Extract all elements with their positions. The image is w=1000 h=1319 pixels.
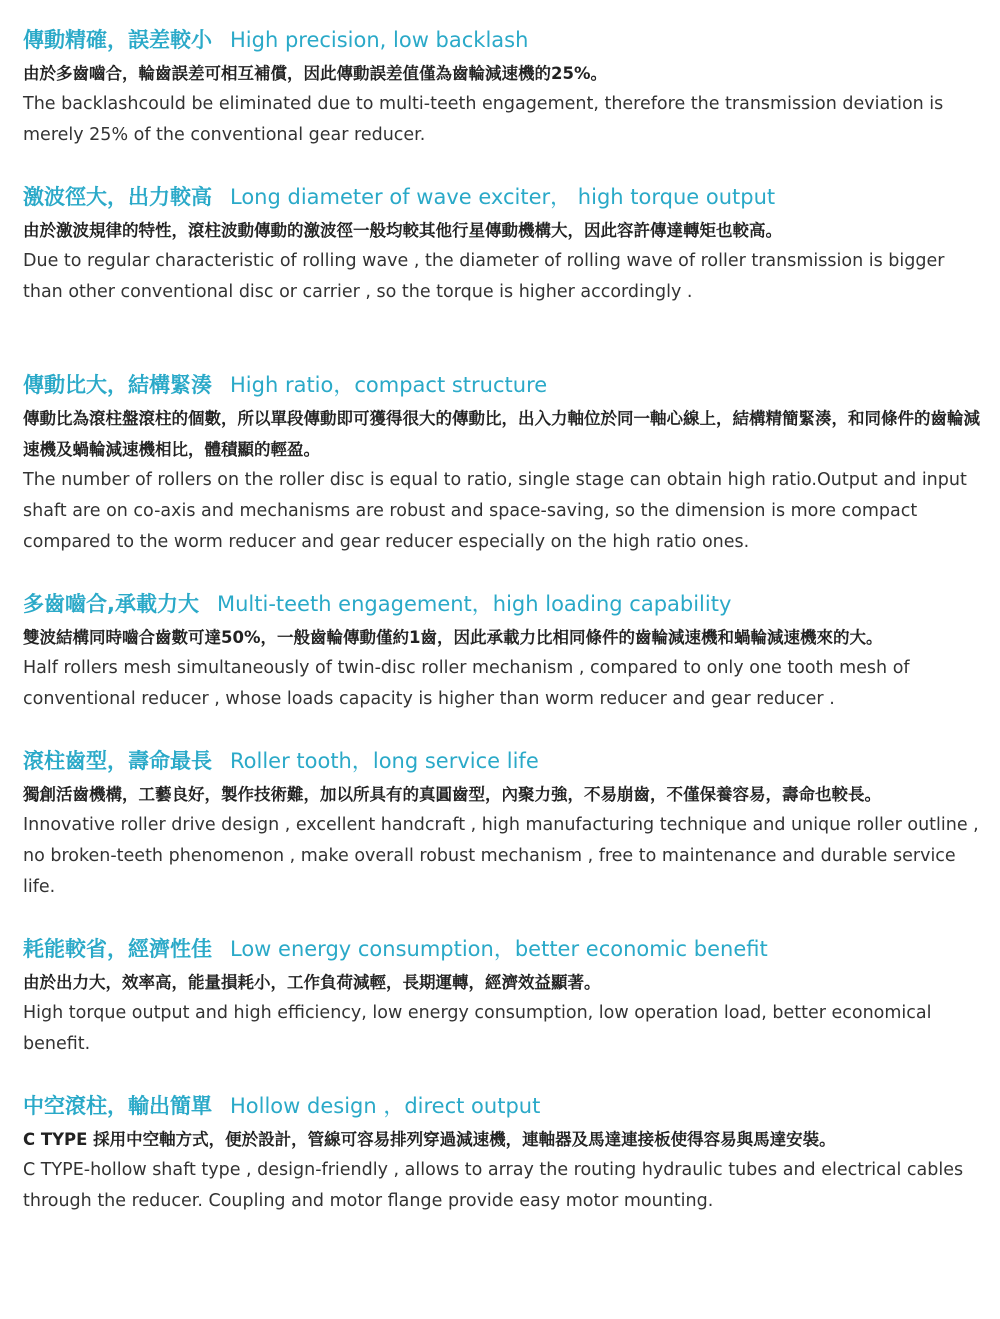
- section-gap: [23, 715, 985, 743]
- section-title-zh: 傳動比大，結構緊湊: [23, 373, 212, 397]
- feature-section-precision: [23, 22, 985, 151]
- section-text-zh: 傳動比為滾柱盤滾柱的個數，所以單段傳動即可獲得很大的傳動比，出入力軸位於同一軸心線上，結構精簡緊湊，和同條件的齒輪減速機及蝸輪減速機相比，體積顯的輕盈。: [23, 409, 980, 459]
- section-text-en: Due to regular characteristic of rolling wave , the diameter of rolling wave of roller transmission is bigger than other conventional disc or carrier , so the torque is higher accordingly .: [23, 251, 945, 302]
- section-heading: [23, 586, 985, 622]
- section-text-en: C TYPE-hollow shaft type , design-friendly , allows to array the routing hydraulic tubes and electrical cables through the reducer. Coupling and motor flange provide easy motor mounting.: [23, 1160, 964, 1211]
- section-text-zh: C TYPE 採用中空軸方式，便於設計，管線可容易排列穿過減速機，連軸器及馬達連接板使得容易與馬達安裝。: [23, 1130, 836, 1149]
- section-text-zh: 獨創活齒機構，工藝良好，製作技術難，加以所具有的真圓齒型，內聚力強，不易崩齒，不僅保養容易，壽命也較長。: [23, 785, 881, 804]
- section-text-zh: 雙波結構同時嚙合齒數可達50%，一般齒輪傳動僅約1齒，因此承載力比相同條件的齒輪減速機和蝸輪減速機來的大。: [23, 628, 883, 647]
- section-text-zh: 由於多齒嚙合，輪齒誤差可相互補償，因此傳動誤差值僅為齒輪減速機的25%。: [23, 64, 607, 83]
- section-text-en: Half rollers mesh simultaneously of twin-disc roller mechanism , compared to only one tooth mesh of conventional reducer , whose loads capacity is higher than worm reducer and gear reducer .: [23, 658, 910, 709]
- section-title-zh: 激波徑大，出力較高: [23, 185, 212, 209]
- section-text-zh: 由於出力大，效率高，能量損耗小，工作負荷減輕，長期運轉，經濟效益顯著。: [23, 973, 601, 992]
- section-title-en: Roller tooth，long service life: [230, 749, 539, 773]
- section-heading: [23, 179, 985, 215]
- section-gap: [23, 1060, 985, 1088]
- section-title-zh: 傳動精確，誤差較小: [23, 28, 212, 52]
- section-text-en: Innovative roller drive design , excellent handcraft , high manufacturing technique and unique roller outline , no broken-teeth phenomenon , make overall robust mechanism , free to maintenance and durable service life.: [23, 815, 979, 897]
- feature-section-energy: [23, 931, 985, 1060]
- section-title-zh: 耗能較省，經濟性佳: [23, 937, 212, 961]
- section-title-zh: 多齒嚙合,承載力大: [23, 592, 199, 616]
- section-title-en: Hollow design ，direct output: [230, 1094, 541, 1118]
- section-text-zh: 由於激波規律的特性，滾柱波動傳動的激波徑一般均較其他行星傳動機構大，因此容許傳達轉矩也較高。: [23, 221, 782, 240]
- section-title-zh: 滾柱齒型，壽命最長: [23, 749, 212, 773]
- section-title-en: Low energy consumption，better economic benefit: [230, 937, 768, 961]
- feature-document: [23, 22, 985, 1217]
- section-text-en: The backlashcould be eliminated due to multi-teeth engagement, therefore the transmission deviation is merely 25% of the conventional gear reducer.: [23, 94, 944, 145]
- section-title-en: Multi-teeth engagement，high loading capability: [216, 592, 732, 616]
- feature-section-high-ratio: [23, 367, 985, 558]
- section-gap: [23, 308, 985, 367]
- feature-section-roller-tooth: [23, 743, 985, 903]
- section-heading: [23, 367, 985, 403]
- section-heading: [23, 931, 985, 967]
- section-text-en: High torque output and high efficiency, low energy consumption, low operation load, better economical benefit.: [23, 1003, 932, 1054]
- section-title-en: High ratio，compact structure: [230, 373, 548, 397]
- section-text-en: The number of rollers on the roller disc is equal to ratio, single stage can obtain high ratio.Output and input shaft are on co-axis and mechanisms are robust and space-saving, so the dimension is more compact compared to the worm reducer and gear reducer especially on the high ratio ones.: [23, 470, 967, 552]
- section-gap: [23, 151, 985, 179]
- section-gap: [23, 903, 985, 931]
- section-title-en: Long diameter of wave exciter， high torque output: [230, 185, 776, 209]
- section-heading: [23, 743, 985, 779]
- feature-section-multi-teeth: [23, 586, 985, 715]
- section-heading: [23, 1088, 985, 1124]
- section-heading: [23, 22, 985, 58]
- section-title-en: High precision, low backlash: [230, 28, 529, 52]
- feature-section-hollow: [23, 1088, 985, 1217]
- section-title-zh: 中空滾柱，輸出簡單: [23, 1094, 212, 1118]
- section-gap: [23, 558, 985, 586]
- feature-section-wave-exciter: [23, 179, 985, 308]
